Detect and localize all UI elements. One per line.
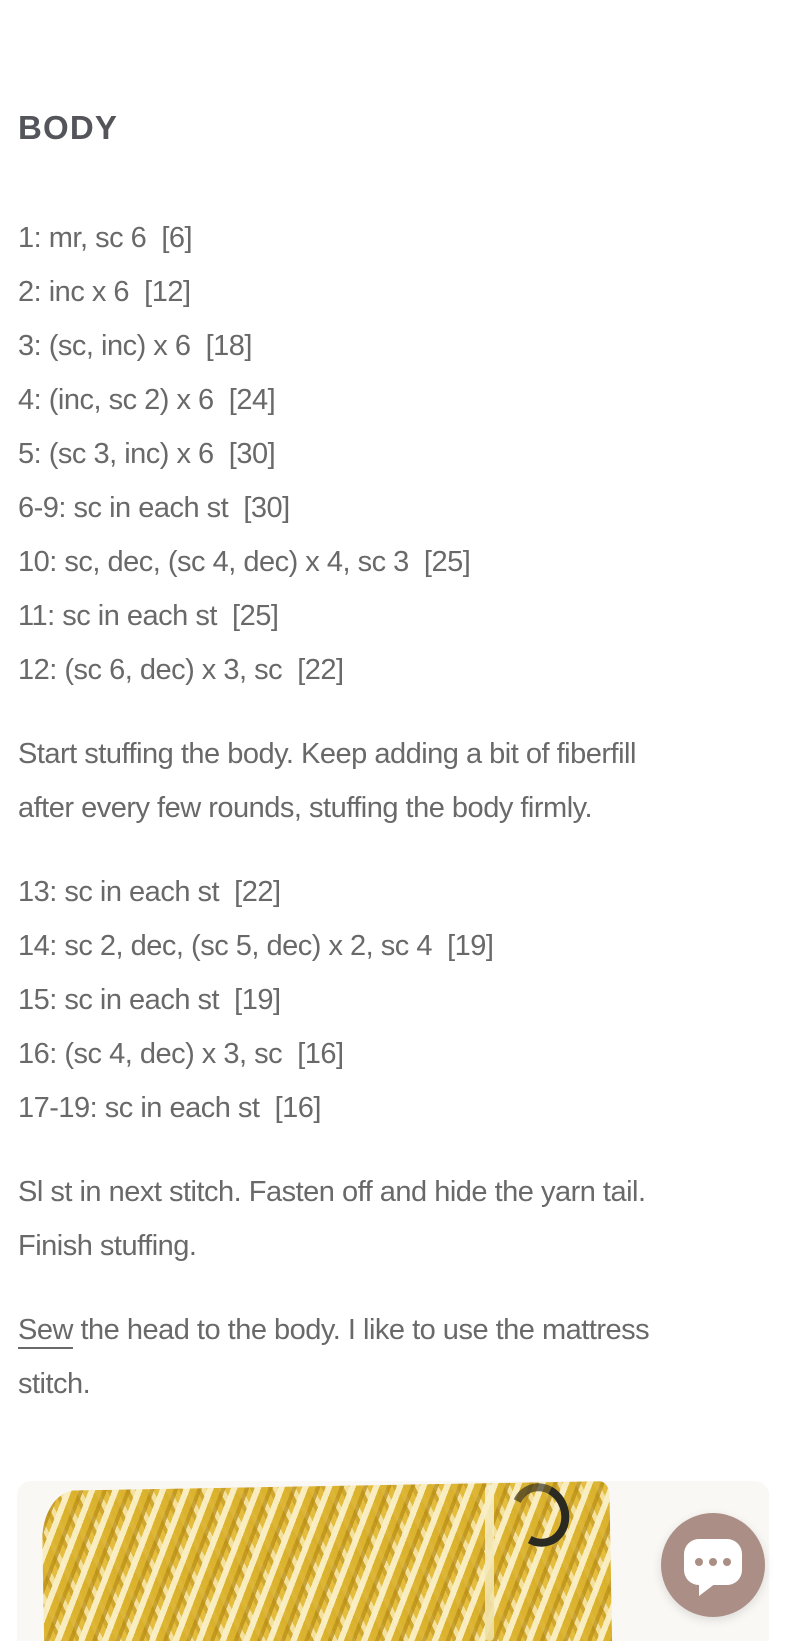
yarn-seam bbox=[485, 1485, 494, 1641]
round-line: 5: (sc 3, inc) x 6 [30] bbox=[18, 438, 276, 470]
section-heading: BODY bbox=[18, 109, 119, 146]
pattern-page bbox=[0, 108, 786, 1641]
round-line: 15: sc in each st [19] bbox=[18, 984, 281, 1016]
round-line: 16: (sc 4, dec) x 3, sc [16] bbox=[18, 1038, 344, 1070]
chat-bubble-icon bbox=[684, 1539, 742, 1585]
round-line: 14: sc 2, dec, (sc 5, dec) x 2, sc 4 [19] bbox=[18, 930, 494, 962]
rounds-list-2 bbox=[18, 865, 770, 1135]
text-line: Finish stuffing. bbox=[18, 1230, 197, 1262]
crochet-photo bbox=[17, 1481, 769, 1641]
round-line: 17-19: sc in each st [16] bbox=[18, 1092, 321, 1124]
sew-note bbox=[18, 1303, 770, 1411]
text-line: after every few rounds, stuffing the body firmly. bbox=[18, 792, 593, 824]
chat-launcher-button[interactable] bbox=[661, 1513, 765, 1617]
text-line: the head to the body. I like to use the mattress bbox=[72, 1314, 650, 1346]
text-line: Sl st in next stitch. Fasten off and hide the yarn tail. bbox=[18, 1176, 646, 1208]
text-line: Start stuffing the body. Keep adding a bit of fiberfill bbox=[18, 738, 636, 770]
round-line: 12: (sc 6, dec) x 3, sc [22] bbox=[18, 654, 344, 686]
round-line: 2: inc x 6 [12] bbox=[18, 276, 191, 308]
round-line: 6-9: sc in each st [30] bbox=[18, 492, 290, 524]
finish-note bbox=[18, 1165, 770, 1273]
stuffing-note bbox=[18, 727, 770, 835]
sew-link[interactable]: Sew bbox=[18, 1314, 73, 1349]
text-line bbox=[18, 1303, 770, 1357]
round-line: 3: (sc, inc) x 6 [18] bbox=[18, 330, 252, 362]
round-line: 4: (inc, sc 2) x 6 [24] bbox=[18, 384, 276, 416]
chat-bubble-tail bbox=[699, 1583, 716, 1596]
round-line: 11: sc in each st [25] bbox=[18, 600, 279, 632]
round-line: 13: sc in each st [22] bbox=[18, 876, 281, 908]
round-line: 10: sc, dec, (sc 4, dec) x 4, sc 3 [25] bbox=[18, 546, 471, 578]
text-line: stitch. bbox=[18, 1368, 91, 1400]
rounds-list-1 bbox=[18, 211, 770, 697]
round-line: 1: mr, sc 6 [6] bbox=[18, 222, 193, 254]
chat-dots bbox=[684, 1558, 742, 1566]
